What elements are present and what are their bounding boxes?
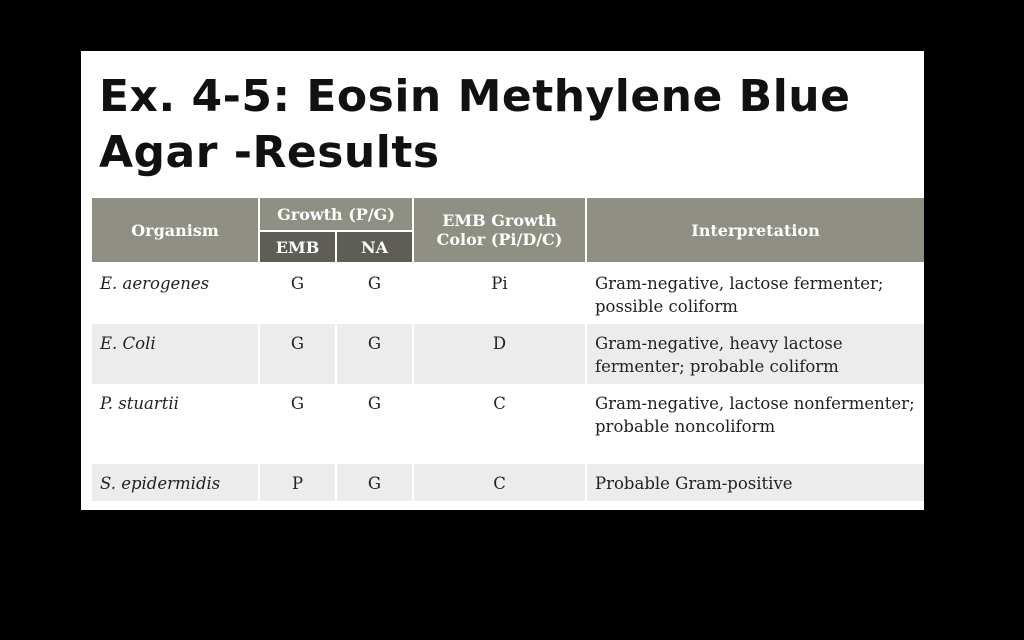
cell-organism: E. Coli [91,324,259,384]
results-table [90,196,924,501]
cell-interpretation: Gram-negative, lactose fermenter; possible coliform [586,263,924,324]
cell-interpretation: Gram-negative, lactose nonfermenter; probable noncoliform [586,384,924,464]
cell-interpretation: Gram-negative, heavy lactose fermenter; probable coliform [586,324,924,384]
header-interpretation: Interpretation [586,197,924,263]
cell-na: G [336,464,413,501]
header-emb-color [413,197,586,263]
header-emb-color-line2: Color (Pi/D/C) [436,230,563,249]
cell-na: G [336,263,413,324]
cell-na: G [336,384,413,464]
table-row [91,384,924,464]
cell-color: D [413,324,586,384]
header-growth: Growth (P/G) [259,197,413,231]
cell-emb: G [259,384,336,464]
header-emb: EMB [259,231,336,263]
cell-emb: P [259,464,336,501]
slide-title: Ex. 4-5: Eosin Methylene Blue Agar -Results [99,71,851,178]
header-organism: Organism [91,197,259,263]
cell-organism: E. aerogenes [91,263,259,324]
table-row [91,464,924,501]
slide [81,51,924,510]
cell-organism: P. stuartii [91,384,259,464]
table-row [91,324,924,384]
cell-color: Pi [413,263,586,324]
cell-interpretation: Probable Gram-positive [586,464,924,501]
cell-emb: G [259,324,336,384]
header-emb-color-line1: EMB Growth [442,211,557,230]
cell-organism: S. epidermidis [91,464,259,501]
header-row [91,197,924,231]
cell-emb: G [259,263,336,324]
cell-color: C [413,384,586,464]
cell-na: G [336,324,413,384]
cell-color: C [413,464,586,501]
header-na: NA [336,231,413,263]
table-row [91,263,924,324]
